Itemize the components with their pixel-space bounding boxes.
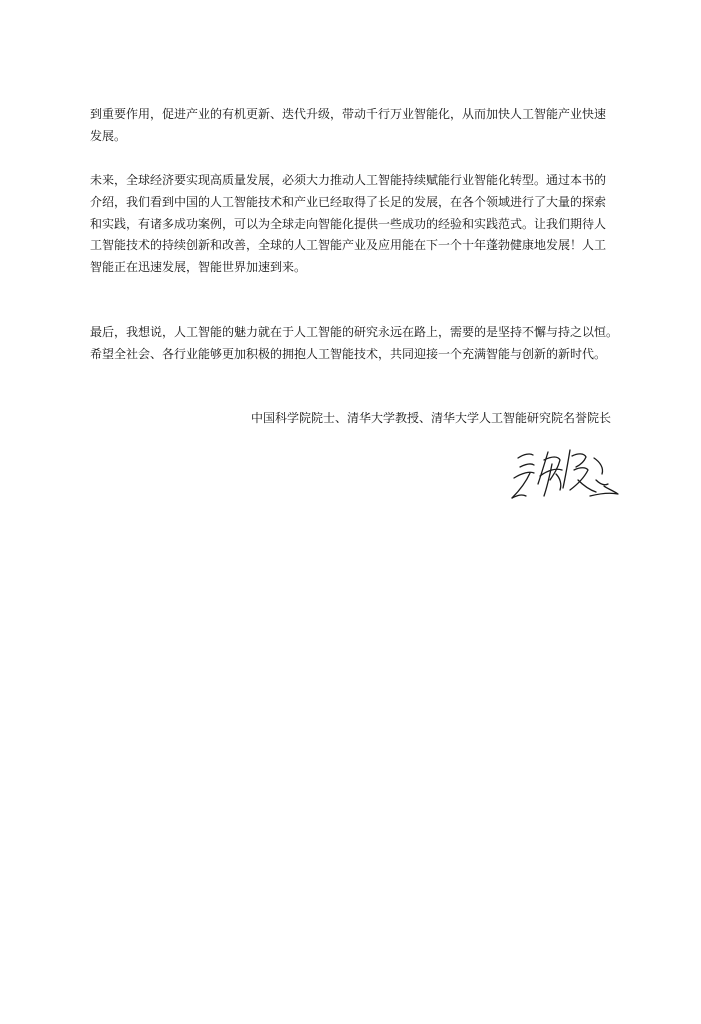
paragraph-line: 和实践，有诸多成功案例，可以为全球走向智能化提供一些成功的经验和实践范式。让我们期待人 — [90, 216, 607, 231]
paragraph-2 — [90, 170, 616, 279]
author-title: 中国科学院院士、清华大学教授、清华大学人工智能研究院名誉院长 — [250, 411, 611, 425]
paragraph-line: 未来，全球经济要实现高质量发展，必须大力推动人工智能持续赋能行业智能化转型。通过本书的 — [90, 173, 607, 187]
paragraph-line: 发展。 — [90, 128, 127, 143]
paragraph-line: 介绍，我们看到中国的人工智能技术和产业已经取得了长足的发展，在各个领域进行了大量的探索 — [90, 194, 607, 209]
handwritten-signature — [500, 440, 622, 508]
paragraph-line: 工智能技术的持续创新和改善，全球的人工智能产业及应用能在下一个十年蓬勃健康地发展！人工 — [90, 238, 607, 253]
paragraph-line: 到重要作用，促进产业的有机更新、迭代升级，带动千行万业智能化，从而加快人工智能产业快速 — [90, 107, 607, 121]
paragraph-line: 智能正在迅速发展，智能世界加速到来。 — [90, 260, 307, 275]
paragraph-1 — [90, 104, 616, 148]
paragraph-line: 最后，我想说，人工智能的魅力就在于人工智能的研究永远在路上，需要的是坚持不懈与持之以恒。 — [90, 325, 619, 339]
paragraph-3 — [90, 322, 619, 366]
paragraph-line: 希望全社会、各行业能够更加积极的拥抱人工智能技术，共同迎接一个充满智能与创新的新时代。 — [90, 346, 607, 361]
